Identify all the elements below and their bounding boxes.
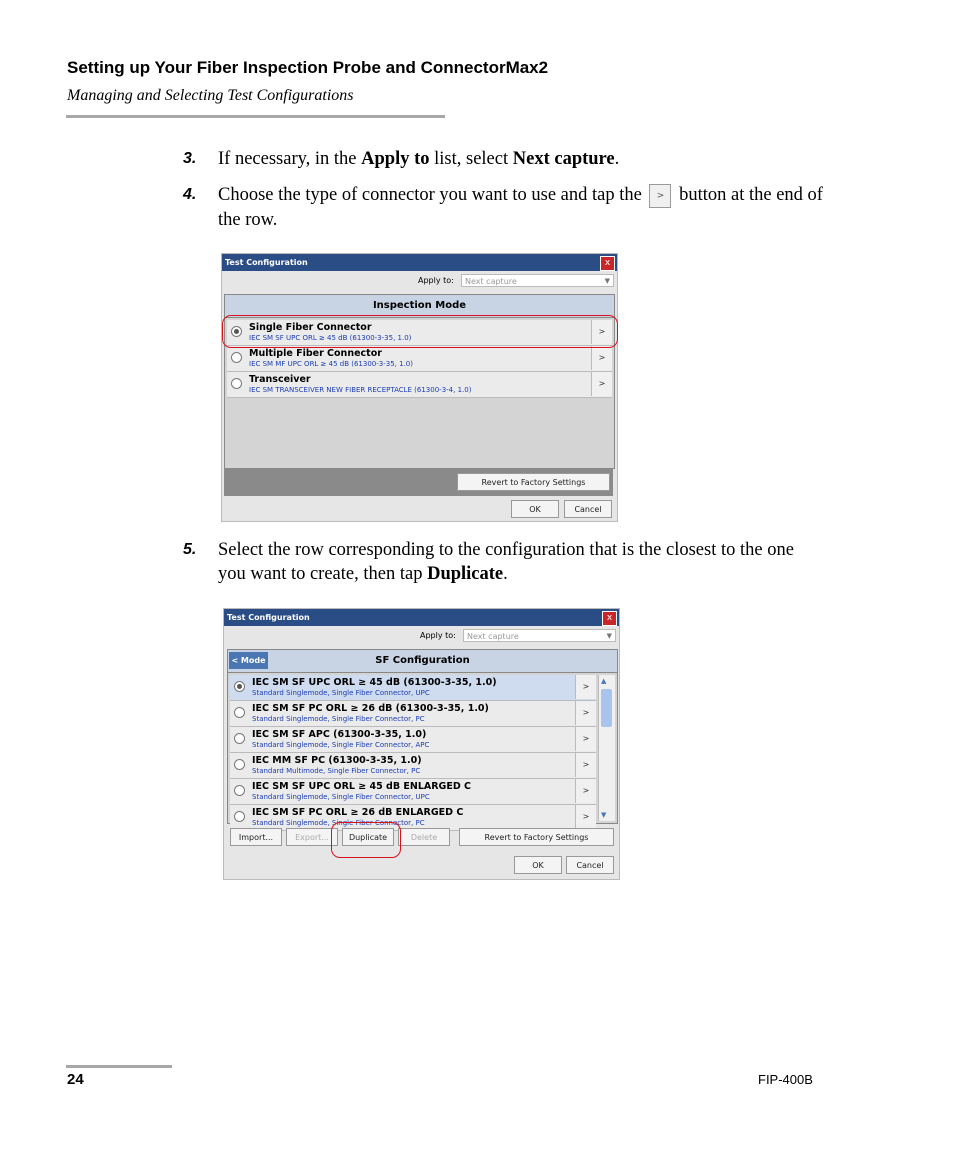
dialog-titlebar: Test Configuration <box>222 254 617 271</box>
row-arrow-button[interactable]: > <box>591 372 612 396</box>
list-item[interactable]: IEC SM SF UPC ORL ≥ 45 dB ENLARGED C Standard Singlemode, Single Fiber Connector, UPC > <box>230 779 596 805</box>
row-arrow-button[interactable]: > <box>575 675 596 699</box>
list-item[interactable]: IEC SM SF UPC ORL ≥ 45 dB (61300-3-35, 1.0) Standard Singlemode, Single Fiber Connector, UPC > <box>230 675 596 701</box>
chevron-down-icon[interactable]: ▼ <box>601 811 607 819</box>
step-text: Choose the type of connector you want to use and tap the > button at the end of the row. <box>218 185 823 230</box>
highlight-circle <box>222 315 618 348</box>
row-arrow-button[interactable]: > <box>575 753 596 777</box>
test-configuration-dialog-mode <box>221 253 618 522</box>
cancel-button[interactable]: Cancel <box>564 500 612 518</box>
apply-to-label: Apply to: <box>420 631 456 640</box>
step-text: If necessary, in the Apply to list, select Next capture. <box>218 149 620 169</box>
row-arrow-button[interactable]: > <box>575 701 596 725</box>
scrollbar[interactable] <box>598 675 615 821</box>
sf-configuration-panel <box>227 649 618 827</box>
footer-divider <box>66 1065 172 1068</box>
export-button[interactable]: Export... <box>286 828 338 846</box>
radio-button[interactable] <box>234 707 245 718</box>
panel-title: SF Configuration <box>228 650 617 673</box>
row-arrow-button[interactable]: > <box>591 320 612 344</box>
product-model: FIP-400B <box>758 1072 813 1087</box>
list-item[interactable]: IEC MM SF PC (61300-3-35, 1.0) Standard Multimode, Single Fiber Connector, PC > <box>230 753 596 779</box>
scrollbar-thumb[interactable] <box>601 689 612 727</box>
close-icon[interactable]: x <box>600 256 615 271</box>
ok-button[interactable]: OK <box>514 856 562 874</box>
apply-to-label: Apply to: <box>418 276 454 285</box>
close-icon[interactable]: x <box>602 611 617 626</box>
highlight-circle <box>331 822 401 858</box>
list-item[interactable]: Transceiver IEC SM TRANSCEIVER NEW FIBER RECEPTACLE (61300-3-4, 1.0) > <box>227 372 612 398</box>
list-item[interactable]: IEC SM SF APC (61300-3-35, 1.0) Standard Singlemode, Single Fiber Connector, APC > <box>230 727 596 753</box>
row-arrow-button[interactable]: > <box>575 805 596 829</box>
chevron-down-icon: ▼ <box>606 632 612 640</box>
duplicate-button[interactable]: Duplicate <box>342 828 394 846</box>
apply-to-row <box>224 629 619 645</box>
revert-button[interactable]: Revert to Factory Settings <box>457 473 610 491</box>
radio-button[interactable] <box>234 733 245 744</box>
radio-button[interactable] <box>231 378 242 389</box>
dialog-titlebar: Test Configuration <box>224 609 619 626</box>
list-item[interactable]: Multiple Fiber Connector IEC SM MF UPC ORL ≥ 45 dB (61300-3-35, 1.0) > <box>227 346 612 372</box>
chevron-down-icon: ▼ <box>604 277 610 285</box>
step-number: 5. <box>183 541 197 558</box>
page-number: 24 <box>67 1071 84 1088</box>
back-to-mode-button[interactable]: < Mode <box>229 652 268 669</box>
list-item[interactable]: Single Fiber Connector IEC SM SF UPC ORL ≥ 45 dB (61300-3-35, 1.0) > <box>227 320 612 346</box>
radio-button[interactable] <box>231 352 242 363</box>
apply-to-select[interactable]: Next capture ▼ <box>463 629 616 642</box>
import-button[interactable]: Import... <box>230 828 282 846</box>
header-divider <box>66 115 445 118</box>
delete-button[interactable]: Delete <box>398 828 450 846</box>
section-title: Setting up Your Fiber Inspection Probe and ConnectorMax2 <box>67 58 549 77</box>
section-subtitle: Managing and Selecting Test Configurations <box>67 87 354 104</box>
radio-button[interactable] <box>234 785 245 796</box>
arrow-button-image: > <box>649 184 671 208</box>
list-item[interactable]: IEC SM SF PC ORL ≥ 26 dB ENLARGED C Standard Singlemode, Single Fiber Connector, PC > <box>230 805 596 831</box>
step-number: 4. <box>183 186 197 203</box>
ok-button[interactable]: OK <box>511 500 559 518</box>
step-text: Select the row corresponding to the configuration that is the closest to the one you want to create, then tap Duplicate. <box>218 540 794 584</box>
cancel-button[interactable]: Cancel <box>566 856 614 874</box>
row-arrow-button[interactable]: > <box>575 779 596 803</box>
apply-to-select[interactable]: Next capture ▼ <box>461 274 614 287</box>
chevron-up-icon[interactable]: ▲ <box>601 677 607 685</box>
revert-button[interactable]: Revert to Factory Settings <box>459 828 614 846</box>
list-item[interactable]: IEC SM SF PC ORL ≥ 26 dB (61300-3-35, 1.0) Standard Singlemode, Single Fiber Connector, PC > <box>230 701 596 727</box>
apply-to-row <box>222 274 617 290</box>
row-arrow-button[interactable]: > <box>575 727 596 751</box>
panel-title: Inspection Mode <box>225 295 614 318</box>
step-number: 3. <box>183 150 197 167</box>
radio-button[interactable] <box>234 681 245 692</box>
radio-button[interactable] <box>234 759 245 770</box>
test-configuration-dialog-sf <box>223 608 620 880</box>
config-list <box>230 675 596 827</box>
radio-button[interactable] <box>234 811 245 822</box>
row-arrow-button[interactable]: > <box>591 346 612 370</box>
